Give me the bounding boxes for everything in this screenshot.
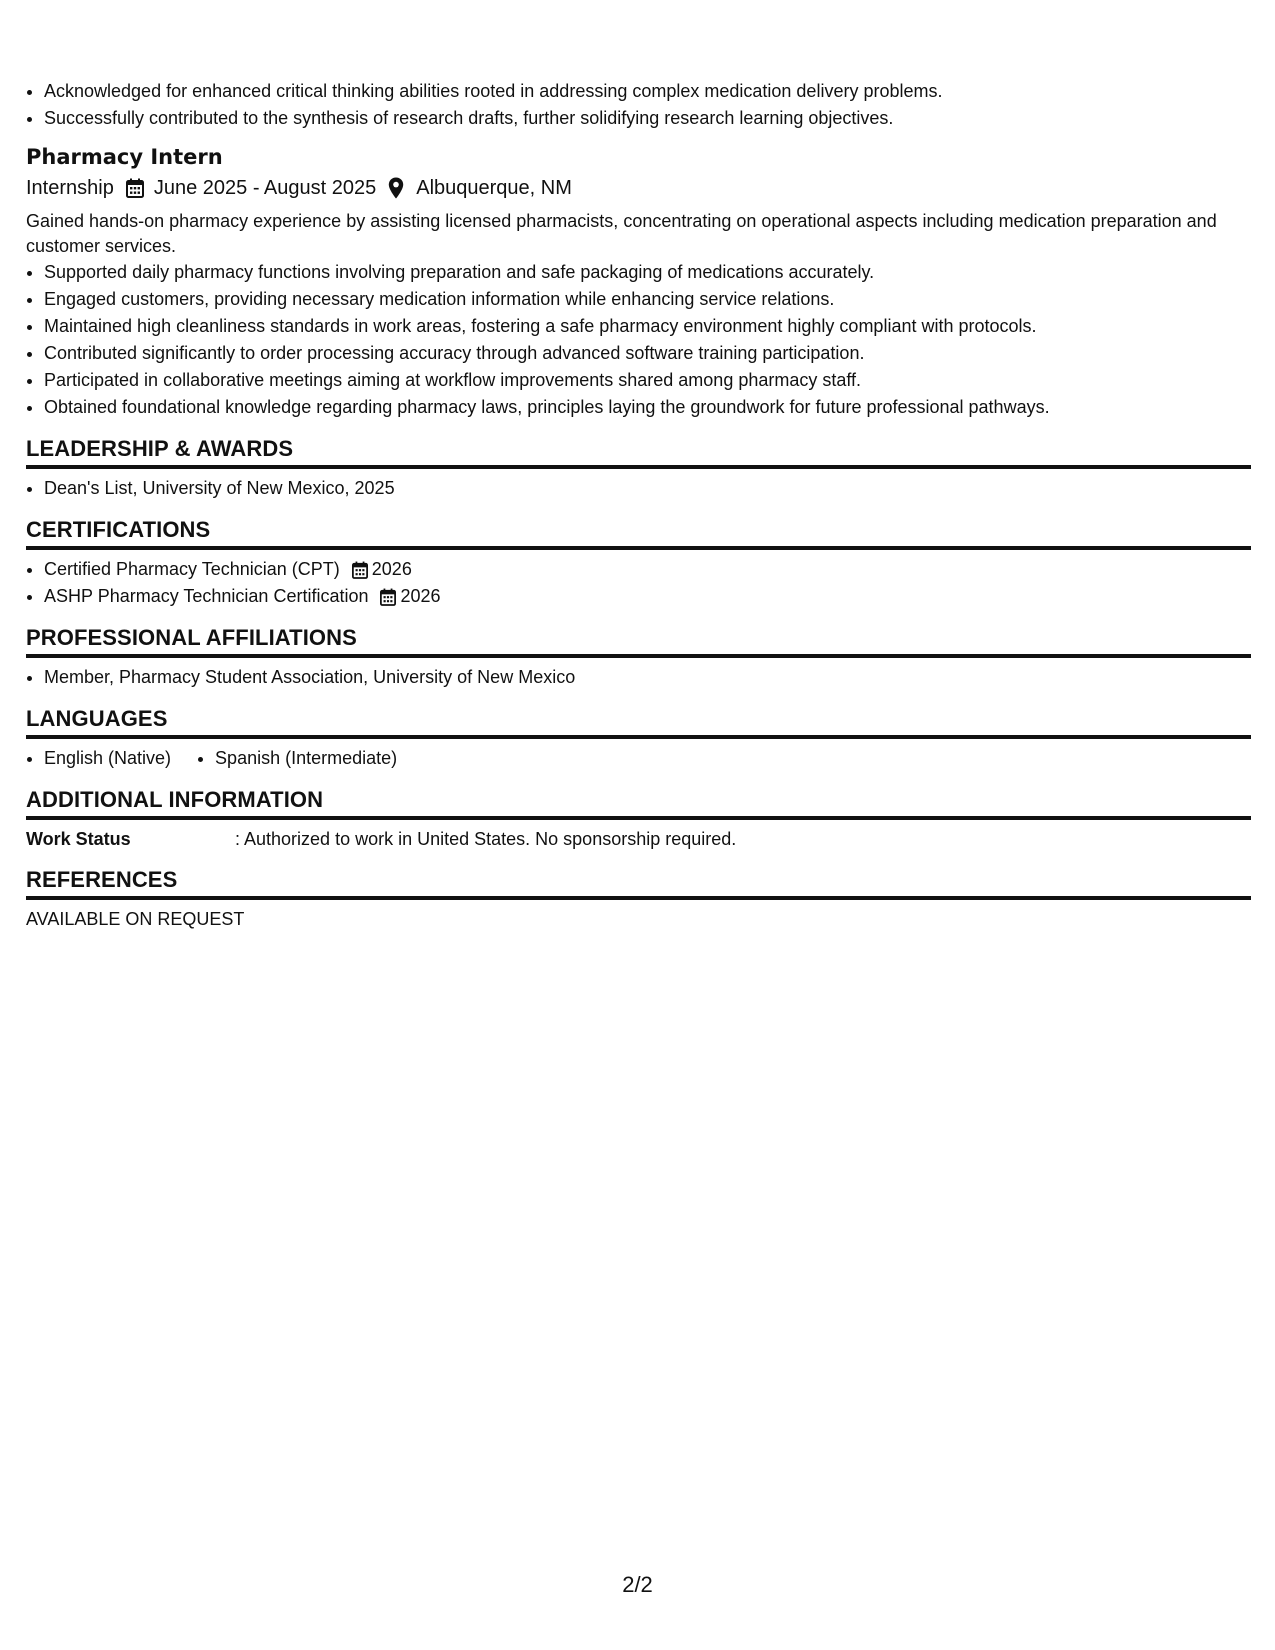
calendar-icon: [380, 588, 396, 606]
certifications-list: [26, 556, 1251, 610]
job-bullets: [26, 259, 1251, 421]
languages-list: [26, 745, 1251, 772]
certification-year: 2026: [400, 586, 441, 606]
page-number: 2/2: [622, 1572, 653, 1597]
list-item: • Engaged customers, providing necessary medication information while enhancing service relations.: [44, 286, 1251, 313]
list-item: • English (Native): [44, 745, 171, 772]
additional-info-section: [26, 786, 1251, 852]
work-status-label: Work Status: [26, 829, 131, 849]
leadership-section: [26, 435, 1251, 502]
section-title: LANGUAGES: [26, 705, 1251, 739]
job-title: Pharmacy Intern: [26, 145, 223, 169]
list-item: • Supported daily pharmacy functions involving preparation and safe packaging of medications accurately.: [44, 259, 1251, 286]
work-status-row: [26, 826, 1251, 852]
list-item: • Successfully contributed to the synthesis of research drafts, further solidifying research learning objectives.: [44, 105, 1251, 132]
section-title: CERTIFICATIONS: [26, 516, 1251, 550]
certification-name: • ASHP Pharmacy Technician Certification: [44, 586, 369, 606]
section-title: ADDITIONAL INFORMATION: [26, 786, 1251, 820]
job-meta: [26, 174, 1251, 202]
section-title: LEADERSHIP & AWARDS: [26, 435, 1251, 469]
job-location: Albuquerque, NM: [416, 177, 572, 199]
list-item: • Obtained foundational knowledge regarding pharmacy laws, principles laying the groundwork for future professional pathways.: [44, 394, 1251, 421]
list-item: • Maintained high cleanliness standards in work areas, fostering a safe pharmacy environment highly compliant with protocols.: [44, 313, 1251, 340]
job-type: Internship: [26, 177, 114, 199]
map-pin-icon: [388, 177, 406, 199]
list-item: • Contributed significantly to order processing accuracy through advanced software training participation.: [44, 340, 1251, 367]
work-status-value: : Authorized to work in United States. No sponsorship required.: [235, 829, 737, 849]
calendar-icon: [352, 561, 368, 579]
section-title: PROFESSIONAL AFFILIATIONS: [26, 624, 1251, 658]
job-description: Gained hands-on pharmacy experience by assisting licensed pharmacists, concentrating on operational aspects including medication preparation and customer services.: [26, 211, 1217, 256]
list-item: • Dean's List, University of New Mexico, 2025: [44, 475, 1251, 502]
languages-section: [26, 705, 1251, 772]
section-title: REFERENCES: [26, 866, 1251, 900]
affiliations-section: [26, 624, 1251, 691]
references-section: [26, 866, 1251, 932]
calendar-icon: [126, 177, 144, 199]
list-item: • Spanish (Intermediate): [215, 745, 397, 772]
leadership-list: [26, 475, 1251, 502]
resume-page-2: [26, 78, 1251, 932]
list-item: • Participated in collaborative meetings aiming at workflow improvements shared among pharmacy staff.: [44, 367, 1251, 394]
certifications-section: [26, 516, 1251, 610]
certification-year: 2026: [371, 559, 412, 579]
job-entry: [26, 143, 1251, 421]
affiliations-list: [26, 664, 1251, 691]
list-item: • Member, Pharmacy Student Association, University of New Mexico: [44, 664, 1251, 691]
list-item: [44, 556, 1251, 583]
previous-job-bullets: [26, 78, 1251, 132]
job-dates: June 2025 - August 2025: [153, 177, 377, 199]
references-text: AVAILABLE ON REQUEST: [26, 909, 245, 929]
list-item: • Acknowledged for enhanced critical thinking abilities rooted in addressing complex medication delivery problems.: [44, 78, 1251, 105]
certification-name: • Certified Pharmacy Technician (CPT): [44, 559, 340, 579]
list-item: [44, 583, 1251, 610]
